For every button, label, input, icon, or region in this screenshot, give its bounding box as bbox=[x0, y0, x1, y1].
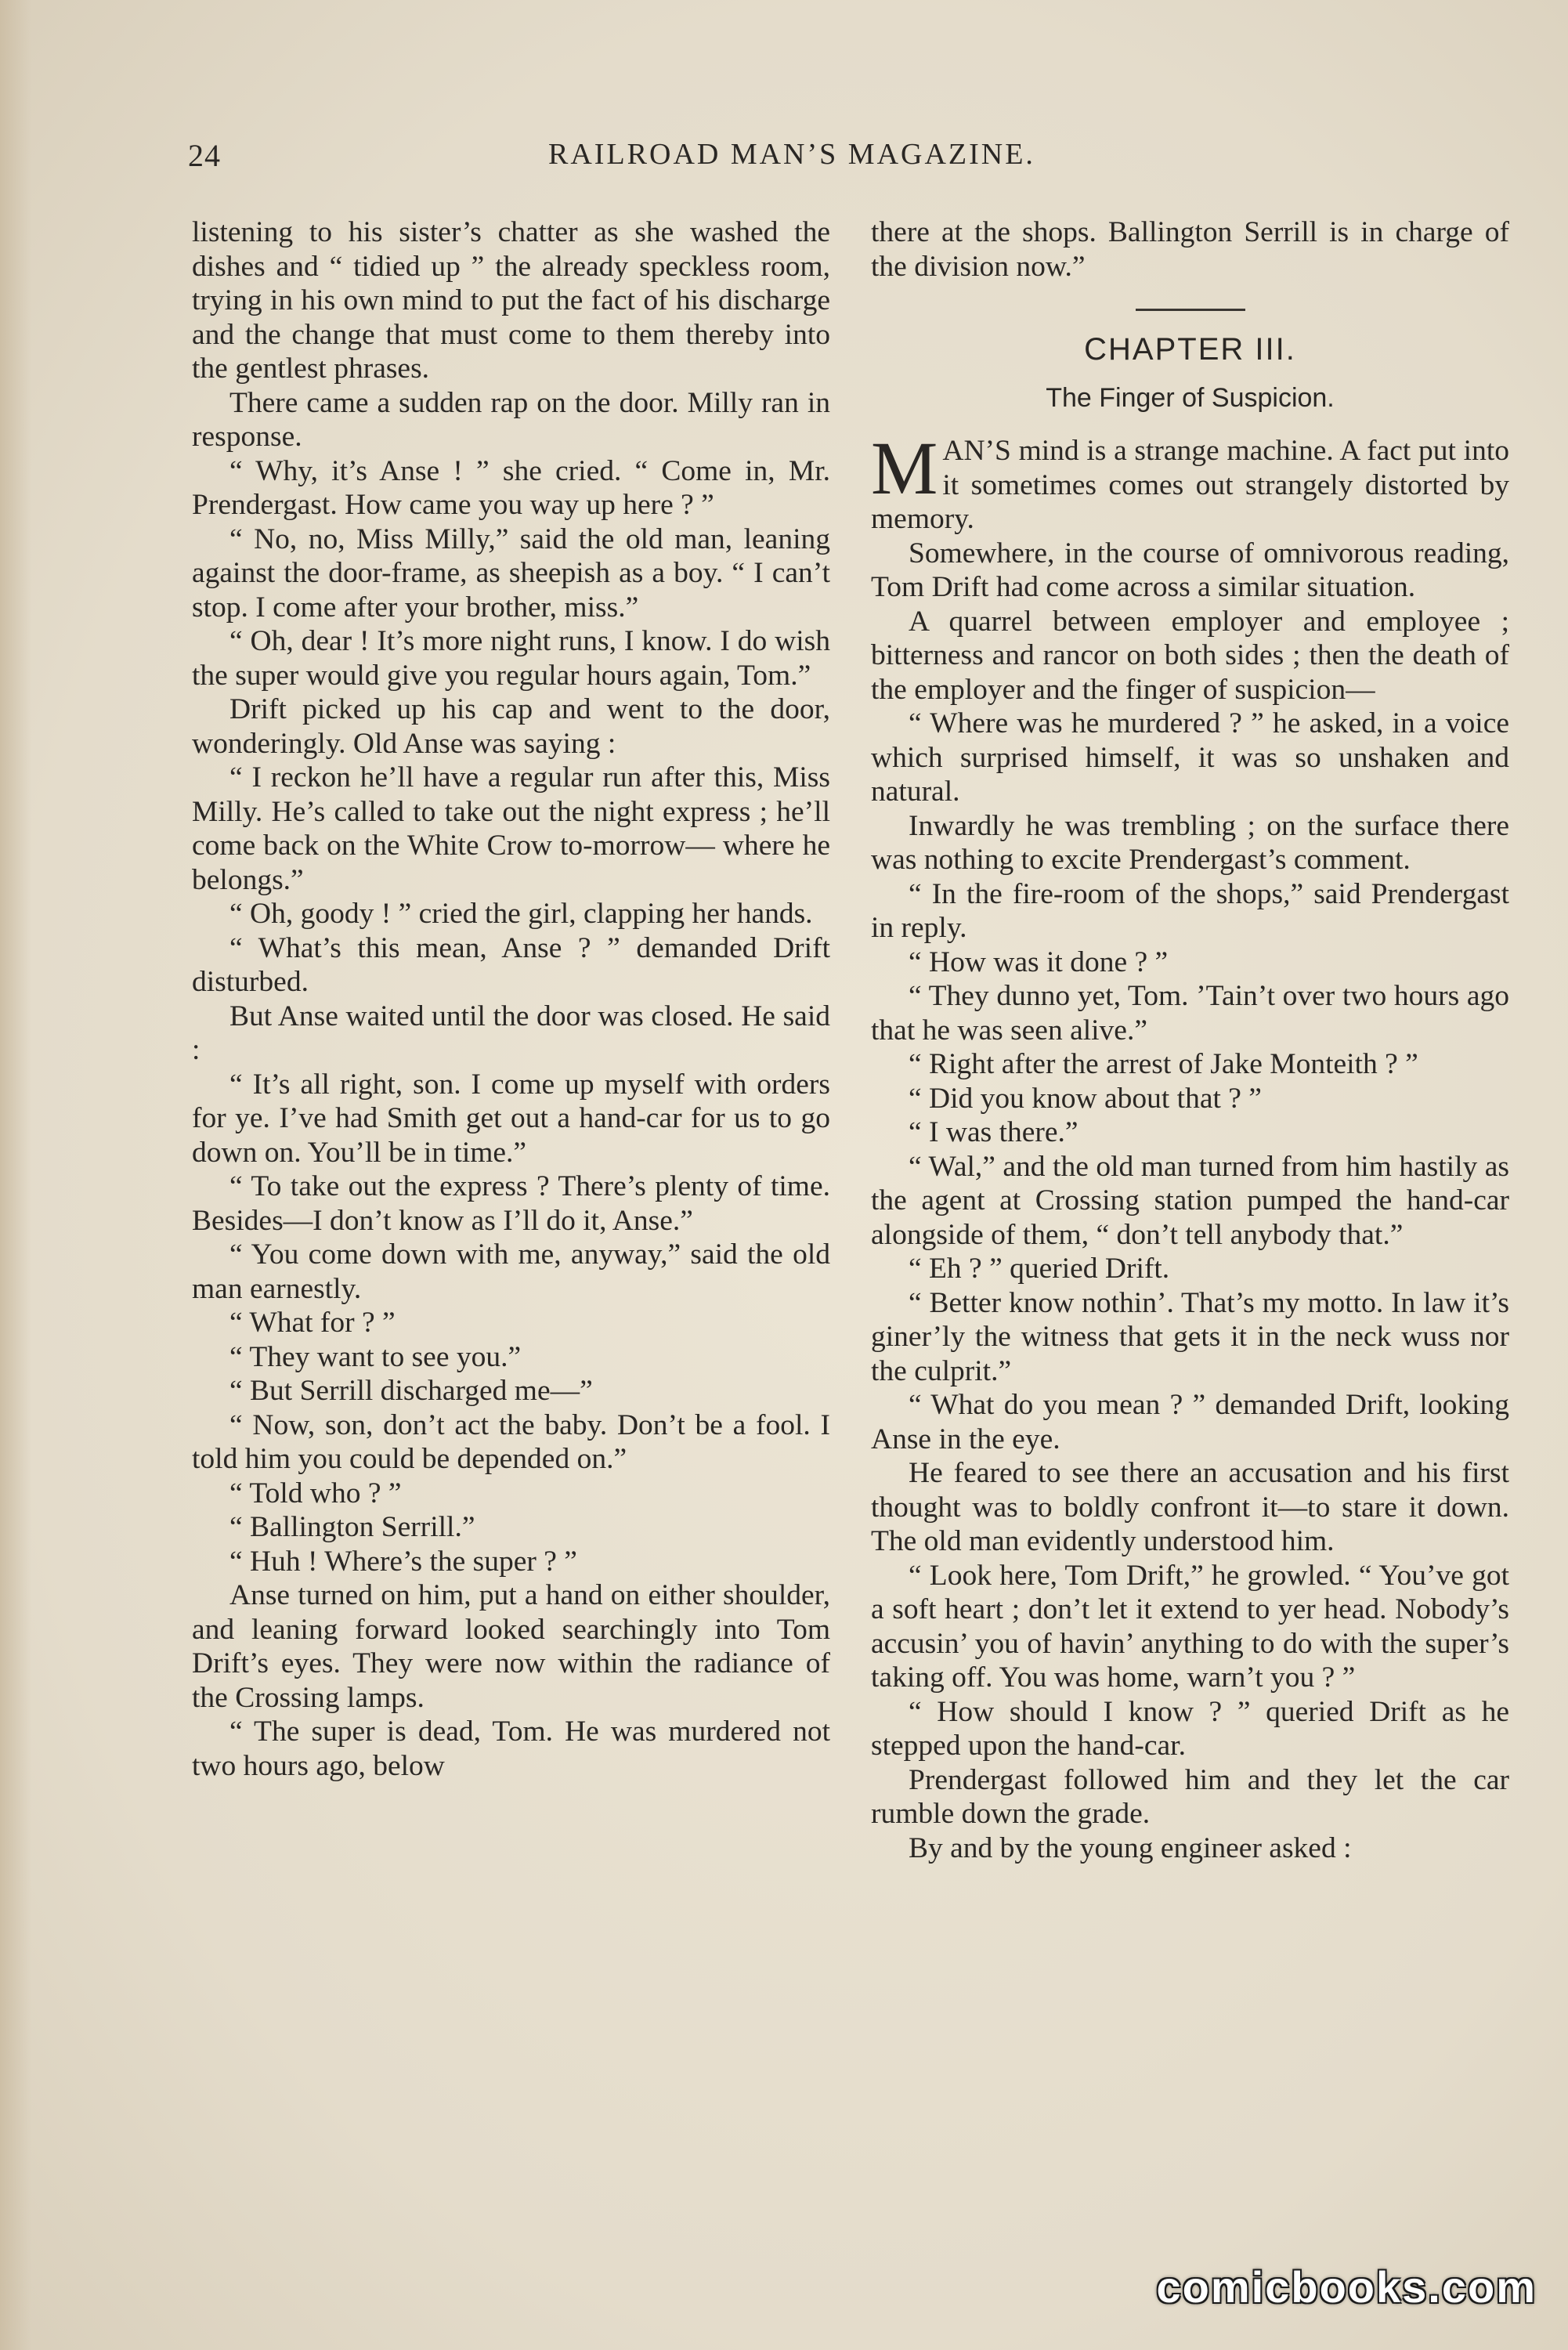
paragraph: Somewhere, in the course of omnivorous reading, Tom Drift had come across a similar situation. bbox=[871, 537, 1509, 603]
paragraph: “ What do you mean ? ” demanded Drift, looking Anse in the eye. bbox=[871, 1389, 1509, 1455]
paragraph: “ No, no, Miss Milly,” said the old man, leaning against the door-frame, as sheepish as a boy. “ I can’t stop. I come after your brother, miss.” bbox=[192, 522, 830, 624]
section-divider bbox=[1136, 309, 1245, 311]
paragraph: “ Why, it’s Anse ! ” she cried. “ Come in, Mr. Prendergast. How came you way up here ? ” bbox=[192, 454, 830, 521]
paragraph: “ How should I know ? ” queried Drift as he stepped upon the hand-car. bbox=[871, 1695, 1509, 1762]
paragraph: there at the shops. Ballington Serrill is in charge of the division now.” bbox=[871, 216, 1509, 283]
paragraph: “ What’s this mean, Anse ? ” demanded Drift disturbed. bbox=[192, 931, 830, 998]
paragraph: “ Oh, dear ! It’s more night runs, I know. I do wish the super would give you regular hours again, Tom.” bbox=[192, 625, 830, 692]
paragraph: “ Told who ? ” bbox=[229, 1477, 402, 1509]
paragraph: But Anse waited until the door was closed. He said : bbox=[192, 1000, 830, 1066]
paragraph: “ Now, son, don’t act the baby. Don’t be a fool. I told him you could be depended on.” bbox=[192, 1408, 830, 1475]
paragraph: “ You come down with me, anyway,” said the old man earnestly. bbox=[192, 1238, 830, 1305]
paragraph: He feared to see there an accusation and his first thought was to boldly confront it—to stare it down. The old man evidently understood him. bbox=[871, 1457, 1509, 1557]
paragraph: “ Ballington Serrill.” bbox=[229, 1511, 475, 1543]
paragraph: “ They want to see you.” bbox=[229, 1340, 522, 1373]
paragraph: “ Did you know about that ? ” bbox=[909, 1082, 1262, 1115]
paragraph: “ What for ? ” bbox=[229, 1307, 396, 1339]
paragraph: A quarrel between employer and employee ; bitterness and rancor on both sides ; then the death of the employer and the finger of suspicion— bbox=[871, 605, 1509, 706]
paragraph: “ Where was he murdered ? ” he asked, in a voice which surprised himself, it was so unshaken and natural. bbox=[871, 707, 1509, 808]
chapter-title: CHAPTER III. bbox=[1084, 332, 1296, 367]
paragraph: “ Right after the arrest of Jake Monteith ? ” bbox=[909, 1048, 1418, 1080]
paragraph: “ How was it done ? ” bbox=[909, 945, 1169, 978]
paragraph: “ Wal,” and the old man turned from him hastily as the agent at Crossing station pumped the hand-car alongside of them, “ don’t tell anybody that.” bbox=[871, 1150, 1509, 1251]
paragraph: Drift picked up his cap and went to the door, wonderingly. Old Anse was saying : bbox=[192, 693, 830, 760]
paragraph: “ But Serrill discharged me—” bbox=[229, 1375, 593, 1407]
paragraph: “ Huh ! Where’s the super ? ” bbox=[229, 1545, 577, 1578]
paragraph: “ Better know nothin’. That’s my motto. In law it’s giner’ly the witness that gets it in the neck wuss nor the culprit.” bbox=[871, 1286, 1509, 1387]
paragraph: “ I was there.” bbox=[909, 1116, 1078, 1148]
page-header bbox=[188, 137, 1519, 184]
drop-cap: M bbox=[871, 426, 938, 510]
left-column bbox=[192, 215, 830, 1783]
paragraph: “ Oh, goody ! ” cried the girl, clapping her hands. bbox=[229, 898, 813, 930]
paragraph: Inwardly he was trembling ; on the surface there was nothing to excite Prendergast’s comment. bbox=[871, 809, 1509, 876]
paragraph: There came a sudden rap on the door. Milly ran in response. bbox=[192, 386, 830, 453]
right-column bbox=[871, 215, 1509, 1865]
paragraph: “ Look here, Tom Drift,” he growled. “ You’ve got a soft heart ; don’t let it extend to yer head. Nobody’s accusin’ you of havin’ anything to do with the super’s taking off. You was home, warn’t you ? ” bbox=[871, 1559, 1509, 1694]
running-title: RAILROAD MAN’S MAGAZINE. bbox=[548, 138, 1035, 171]
paragraph: “ I reckon he’ll have a regular run after this, Miss Milly. He’s called to take out the night express ; he’ll come back on the White Crow to-morrow— where he belongs.” bbox=[192, 761, 830, 896]
paragraph: “ In the fire-room of the shops,” said Prendergast in reply. bbox=[871, 877, 1509, 944]
paragraph: “ The super is dead, Tom. He was murdered not two hours ago, below bbox=[192, 1716, 830, 1782]
paragraph: “ To take out the express ? There’s plenty of time. Besides—I don’t know as I’ll do it, Anse.” bbox=[192, 1170, 830, 1237]
paragraph: “ It’s all right, son. I come up myself with orders for ye. I’ve had Smith get out a hand-car for us to go down on. You’ll be in time.” bbox=[192, 1068, 830, 1169]
paragraph: “ Eh ? ” queried Drift. bbox=[909, 1253, 1170, 1285]
opening-text: AN’S mind is a strange machine. A fact put into it sometimes comes out strangely distorted by memory. bbox=[871, 435, 1509, 535]
paragraph: listening to his sister’s chatter as she washed the dishes and “ tidied up ” the already speckless room, trying in his own mind to put the fact of his discharge and the change that must come to them thereby into the gentlest phrases. bbox=[192, 216, 830, 385]
site-watermark: comicbooks.com bbox=[1156, 2262, 1537, 2312]
paragraph: Anse turned on him, put a hand on either shoulder, and leaning forward looked searchingly into Tom Drift’s eyes. They were now within the radiance of the Crossing lamps. bbox=[192, 1579, 830, 1714]
paragraph: “ They dunno yet, Tom. ’Tain’t over two hours ago that he was seen alive.” bbox=[871, 980, 1509, 1047]
chapter-opening-paragraph bbox=[871, 426, 1509, 537]
page-number: 24 bbox=[188, 138, 221, 173]
gutter-shadow bbox=[0, 0, 31, 2350]
paragraph: By and by the young engineer asked : bbox=[909, 1831, 1352, 1864]
paragraph: Prendergast followed him and they let the car rumble down the grade. bbox=[871, 1763, 1509, 1830]
chapter-subtitle: The Finger of Suspicion. bbox=[1046, 382, 1335, 413]
